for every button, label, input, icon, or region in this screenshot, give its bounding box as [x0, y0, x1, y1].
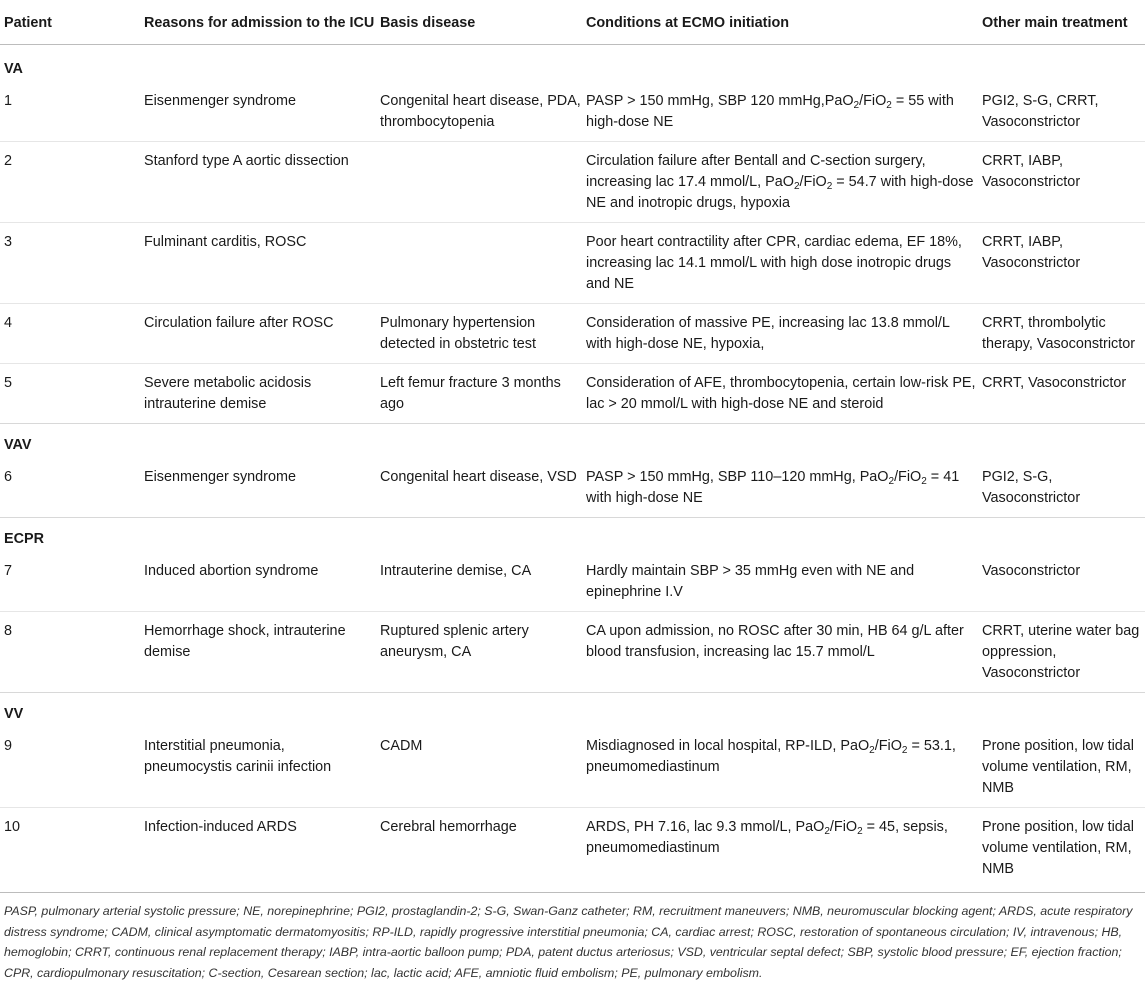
cell-conditions: Circulation failure after Bentall and C-section surgery, increasing lac 17.4 mmol/L, PaO$_2$/FiO$_2$ = 54.7 with high-dose NE and inotropic drugs, hypoxia: [582, 142, 978, 223]
cell-basis-disease: [376, 142, 582, 223]
cell-conditions: Misdiagnosed in local hospital, RP-ILD, PaO$_2$/FiO$_2$ = 53.1, pneumomediastinum: [586, 738, 956, 775]
cell-other-treatment: Prone position, low tidal volume ventilation, RM, NMB: [982, 738, 1134, 796]
table-row: [0, 612, 1145, 693]
cell-basis-disease: Intrauterine demise, CA: [380, 563, 532, 579]
cell-conditions: PASP > 150 mmHg, SBP 120 mmHg,PaO$_2$/FiO$_2$ = 55 with high-dose NE: [586, 93, 954, 130]
table-row: [0, 808, 1145, 893]
cell-patient: 7: [4, 563, 13, 579]
cell-reason: Fulminant carditis, ROSC: [140, 223, 376, 304]
group-row: [0, 45, 1145, 83]
cell-other-treatment: CRRT, IABP, Vasoconstrictor: [978, 142, 1145, 223]
cell-basis-disease: Congenital heart disease, VSD: [380, 469, 577, 485]
cell-patient: 9: [4, 738, 13, 754]
group-label: VA: [4, 61, 23, 77]
cell-other-treatment: Prone position, low tidal volume ventilation, RM, NMB: [978, 808, 1145, 893]
table-row: [0, 304, 1145, 364]
cell-conditions: Hardly maintain SBP > 35 mmHg even with NE and epinephrine I.V: [586, 563, 915, 600]
cell-reason: Eisenmenger syndrome: [144, 93, 296, 109]
cell-patient: 1: [4, 93, 13, 109]
cell-basis-disease: CADM: [380, 738, 423, 754]
table-row: [0, 223, 1145, 304]
table-row: [0, 142, 1145, 223]
header-reasons: Reasons for admission to the ICU: [140, 0, 376, 45]
header-conditions: Conditions at ECMO initiation: [582, 0, 978, 45]
table-row: [0, 364, 1145, 424]
cell-patient: 6: [4, 469, 13, 485]
group-row: [0, 424, 1145, 459]
cell-basis-disease: [376, 223, 582, 304]
header-patient: Patient: [0, 0, 140, 45]
cell-patient: 4: [0, 304, 140, 364]
cell-basis-disease: Cerebral hemorrhage: [376, 808, 582, 893]
header-basis-disease: Basis disease: [376, 0, 582, 45]
table-row: [0, 82, 1145, 142]
header-other-treatment: Other main treatment: [978, 0, 1145, 45]
cell-conditions: PASP > 150 mmHg, SBP 110–120 mmHg, PaO$_2$/FiO$_2$ = 41 with high-dose NE: [586, 469, 960, 506]
cell-patient: 2: [0, 142, 140, 223]
cell-other-treatment: CRRT, Vasoconstrictor: [978, 364, 1145, 424]
table-row: [0, 458, 1145, 518]
cell-reason: Hemorrhage shock, intrauterine demise: [140, 612, 376, 693]
table-body: [0, 45, 1145, 893]
cell-basis-disease: Ruptured splenic artery aneurysm, CA: [376, 612, 582, 693]
cell-reason: Circulation failure after ROSC: [140, 304, 376, 364]
cell-basis-disease: Congenital heart disease, PDA, thrombocytopenia: [380, 93, 581, 130]
cell-conditions: Consideration of massive PE, increasing lac 13.8 mmol/L with high-dose NE, hypoxia,: [582, 304, 978, 364]
cell-reason: Interstitial pneumonia, pneumocystis carinii infection: [144, 738, 332, 775]
cell-reason: Induced abortion syndrome: [144, 563, 319, 579]
group-label: VAV: [0, 424, 1145, 459]
cell-reason: Infection-induced ARDS: [140, 808, 376, 893]
cell-patient: 10: [0, 808, 140, 893]
cell-other-treatment: CRRT, thrombolytic therapy, Vasoconstrictor: [978, 304, 1145, 364]
cell-other-treatment: Vasoconstrictor: [982, 563, 1081, 579]
table-header-row: [0, 0, 1145, 45]
cell-reason: Stanford type A aortic dissection: [140, 142, 376, 223]
group-label: ECPR: [0, 518, 1145, 553]
cell-other-treatment: PGI2, S-G, Vasoconstrictor: [982, 469, 1081, 506]
group-row: [0, 693, 1145, 728]
cell-reason: Eisenmenger syndrome: [144, 469, 296, 485]
group-row: [0, 518, 1145, 553]
cell-basis-disease: Left femur fracture 3 months ago: [376, 364, 582, 424]
cell-patient: 5: [0, 364, 140, 424]
cell-other-treatment: CRRT, IABP, Vasoconstrictor: [978, 223, 1145, 304]
cell-patient: 3: [0, 223, 140, 304]
cell-conditions: ARDS, PH 7.16, lac 9.3 mmol/L, PaO$_2$/FiO$_2$ = 45, sepsis, pneumomediastinum: [582, 808, 978, 893]
table-footnote: PASP, pulmonary arterial systolic pressure; NE, norepinephrine; PGI2, prostaglandin-2; S-G, Swan-Ganz catheter; RM, recruitment maneuvers; NMB, neuromuscular blocking agent; ARDS, acute respiratory distress syndrome; CADM, clinical asymptomatic dermatomyositis; RP-ILD, rapidly progressive interstitial pneumonia; CA, cardiac arrest; ROSC, restoration of spontaneous circulation; IV, intravenous; HB, hemoglobin; CRRT, continuous renal replacement therapy; IABP, intra-aortic balloon pump; PDA, patent ductus arteriosus; VSD, ventricular septal defect; SBP, systolic blood pressure; EF, ejection fraction; CPR, cardiopulmonary resuscitation; C-section, Cesarean section; lac, lactic acid; AFE, amniotic fluid embolism; PE, pulmonary embolism.: [4, 904, 1133, 980]
group-label: VV: [0, 693, 1145, 728]
table-row: [0, 727, 1145, 808]
cell-conditions: CA upon admission, no ROSC after 30 min, HB 64 g/L after blood transfusion, increasing lac 15.7 mmol/L: [582, 612, 978, 693]
cell-reason: Severe metabolic acidosis intrauterine demise: [140, 364, 376, 424]
cell-conditions: Consideration of AFE, thrombocytopenia, certain low-risk PE, lac > 20 mmol/L with high-dose NE and steroid: [582, 364, 978, 424]
cell-patient: 8: [0, 612, 140, 693]
cell-other-treatment: CRRT, uterine water bag oppression, Vasoconstrictor: [978, 612, 1145, 693]
cell-other-treatment: PGI2, S-G, CRRT, Vasoconstrictor: [982, 93, 1099, 130]
cell-conditions: Poor heart contractility after CPR, cardiac edema, EF 18%, increasing lac 14.1 mmol/L with high dose inotropic drugs and NE: [582, 223, 978, 304]
cell-basis-disease: Pulmonary hypertension detected in obstetric test: [376, 304, 582, 364]
table-row: [0, 552, 1145, 612]
